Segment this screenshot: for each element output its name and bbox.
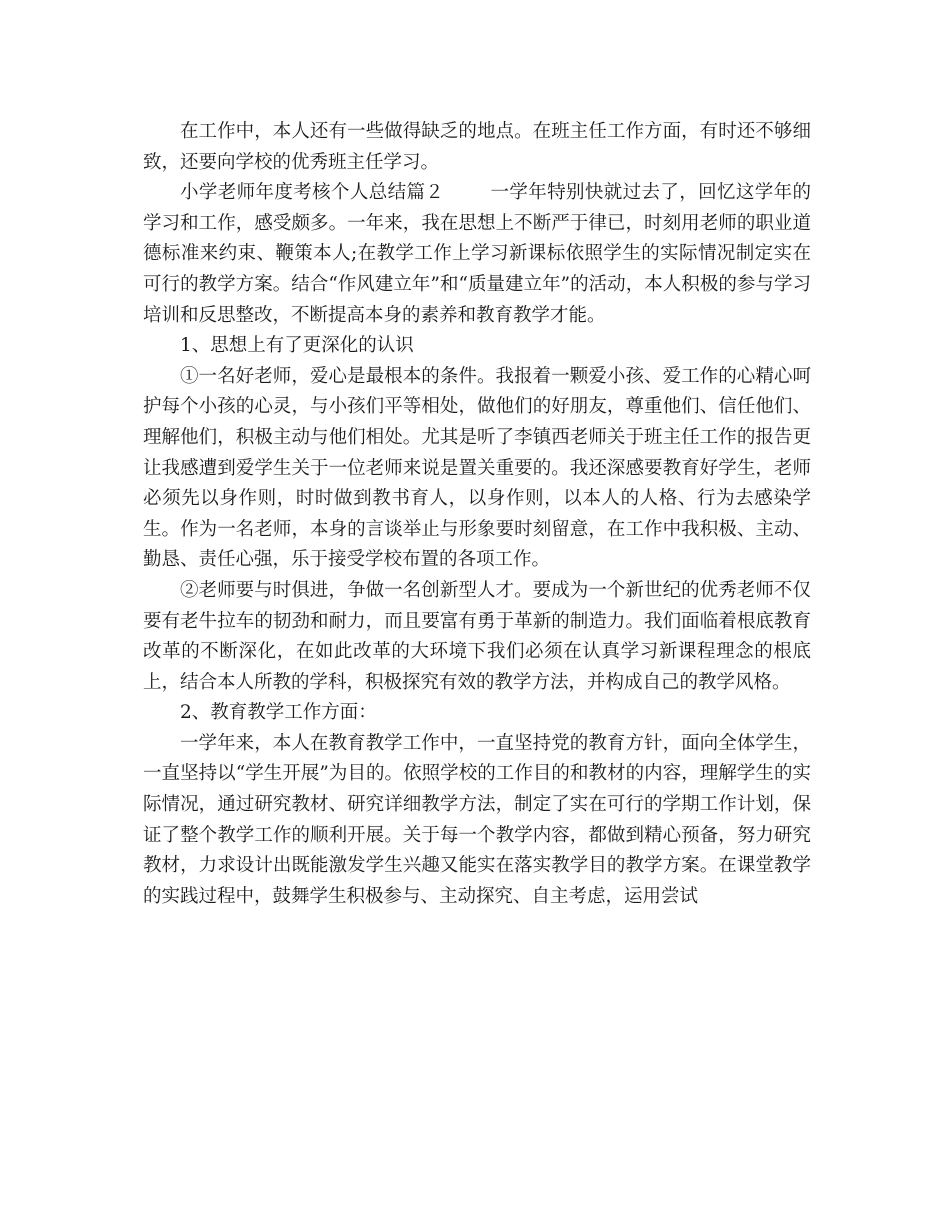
paragraph-1: 在工作中，本人还有一些做得缺乏的地点。在班主任工作方面，有时还不够细致，还要向学校的优秀班主任学习。	[143, 121, 811, 173]
paragraph-5: 一学年来，本人在教育教学工作中，一直坚持党的教育方针，面向全体学生，一直坚持以“学生开展”为目的。依照学校的工作目的和教材的内容，理解学生的实际情况，通过研究教材、研究详细教学方法，制定了实在可行的学期工作计划，保证了整个教学工作的顺利开展。关于每一个教学内容，都做到精心预备，努力研究教材，力求设计出既能激发学生兴趣又能实在落实教学目的教学方案。在课堂教学的实践过程中，鼓舞学生积极参与、主动探究、自主考虑，运用尝试	[143, 732, 811, 907]
paragraph-2	[143, 178, 811, 331]
document-body	[143, 117, 811, 912]
paragraph-4: ②老师要与时俱进，争做一名创新型人才。要成为一个新世纪的优秀老师不仅要有老牛拉车的韧劲和耐力，而且要富有勇于革新的制造力。我们面临着根底教育改革的不断深化，在如此改革的大环境下我们必须在认真学习新课程理念的根底上，结合本人所教的学科，积极探究有效的教学方法，并构成自己的教学风格。	[143, 579, 811, 693]
heading-1: 1、思想上有了更深化的认识	[180, 335, 414, 357]
paragraph-2-body: 一学年特别快就过去了，回忆这学年的学习和工作，感受颇多。一年来，我在思想上不断严于律已，时刻用老师的职业道德标准来约束、鞭策本人;在教学工作上学习新课标依照学生的实际情况制定实在可行的教学方案。结合“作风建立年”和“质量建立年”的活动，本人积极的参与学习培训和反思整改，不断提高本身的素养和教育教学才能。	[143, 182, 811, 326]
paragraph-3: ①一名好老师，爱心是最根本的条件。我报着一颗爱小孩、爱工作的心精心呵护每个小孩的心灵，与小孩们平等相处，做他们的好朋友，尊重他们、信任他们、理解他们，积极主动与他们相处。尤其是听了李镇西老师关于班主任工作的报告更让我感遭到爱学生关于一位老师来说是置关重要的。我还深感要教育好学生，老师必须先以身作则，时时做到教书育人，以身作则，以本人的人格、行为去感染学生。作为一名老师，本身的言谈举止与形象要时刻留意，在工作中我积极、主动、勤恳、责任心强，乐于接受学校布置的各项工作。	[143, 365, 811, 571]
section-title: 小学老师年度考核个人总结篇２	[180, 182, 445, 204]
heading-2: 2、教育教学工作方面：	[180, 702, 377, 724]
